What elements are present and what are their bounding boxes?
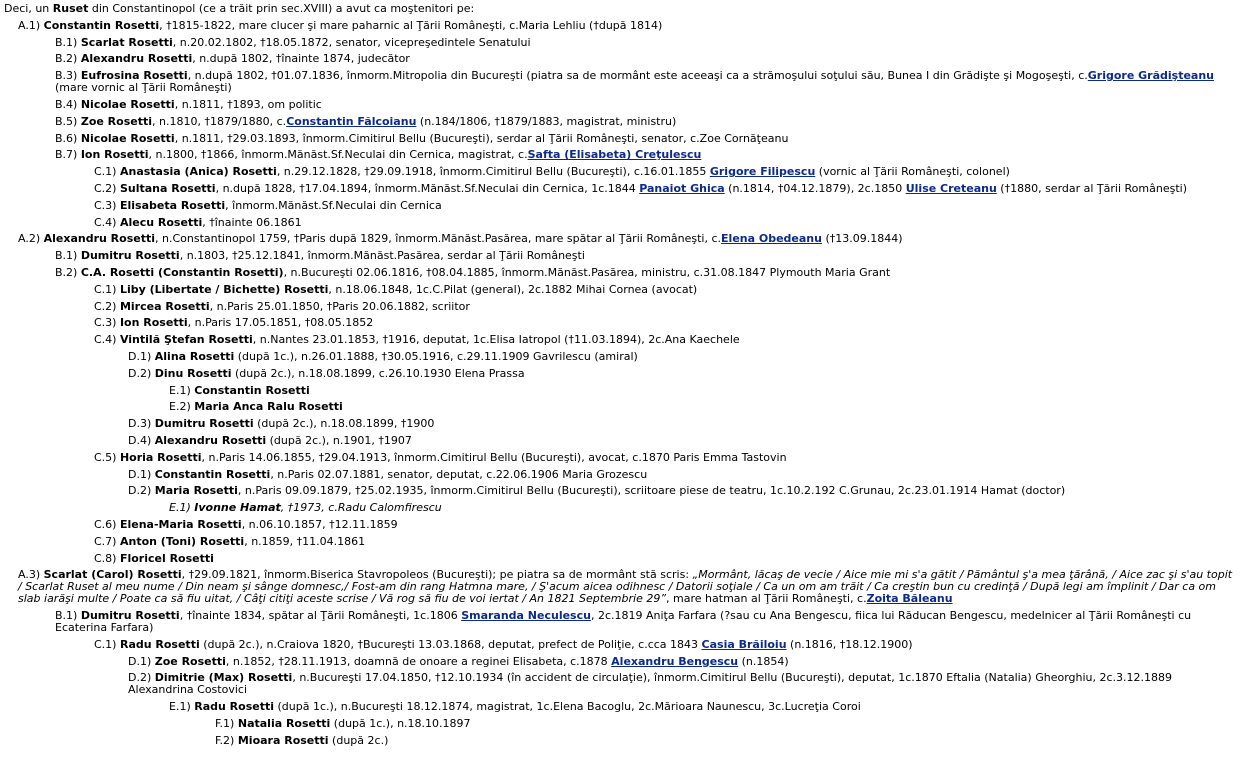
entry-code: A.2) — [18, 232, 41, 246]
person-entry — [4, 452, 1241, 464]
epitaph-quote: „Mormânt, lăcaş de vecie / Aice mie mi s'a gătit / Pământul ş'a mea ţărână, / Aice zac şi s'au topit / Scarlat Ruset al meu nume / Din neam şi sânge domnesc,/ Fost-am din rang Hatmna mare, / Ş'acum aicea odihnesc / Datorii soţiale / Ca un om am trăit / Ca creştin bun cu credinţă / După legi am împlinit / Dar ca om slab iarăşi multe / Poate ca să fiu uitat, / Câţi citiţi aceste scrise / Vă rog să fiu de voi iertat / An 1821 Septembrie 29” — [18, 568, 1233, 606]
entry-details: , n.1810, †1879/1880, c. — [152, 114, 287, 128]
entry-code: C.1) — [94, 165, 117, 179]
entry-code: C.3) — [94, 316, 117, 330]
person-entry — [4, 385, 1241, 397]
person-entry — [4, 656, 1241, 668]
entry-details: (după 1c.), n.Bucureşti 18.12.1874, magistrat, 1c.Elena Bacoglu, 2c.Mărioara Naunescu, 3c.Lucreţia Coroi — [274, 700, 861, 714]
person-name: Constantin Rosetti — [194, 383, 310, 397]
person-name: C.A. Rosetti (Constantin Rosetti) — [80, 265, 284, 279]
person-entry — [4, 639, 1241, 651]
entry-details-2: (n.1814, †04.12.1879), 2c.1850 — [724, 181, 906, 195]
entry-code: B.7) — [55, 148, 78, 162]
entry-code: B.2) — [55, 52, 78, 66]
intro-prefix: Deci, un — [4, 2, 53, 15]
entry-details: , †înainte 06.1861 — [202, 215, 302, 229]
person-name: Constantin Rosetti — [154, 467, 271, 481]
person-name: Dumitru Rosetti — [154, 417, 254, 431]
person-name: Floricel Rosetti — [119, 551, 214, 565]
entry-details: , n.1811, †1893, om politic — [174, 97, 322, 111]
entry-details: (după 2c.) — [328, 733, 389, 747]
entry-code: E.1) — [169, 501, 191, 515]
entry-code: E.1) — [169, 383, 191, 397]
spouse-link[interactable]: Zoita Băleanu — [866, 592, 953, 606]
intro-suffix: din Constantinopol (ce a trăit prin sec.XVIII) a avut ca moştenitori pe: — [88, 2, 475, 15]
entry-details: , n.18.06.1848, 1c.C.Pilat (general), 2c.1882 Mihai Cornea (avocat) — [328, 282, 698, 296]
entry-details: , n.după 1828, †17.04.1894, înmorm.Mănăst.Sf.Neculai din Cernica, 1c.1844 — [215, 181, 640, 195]
entry-code: F.1) — [215, 717, 235, 731]
entry-code: C.1) — [94, 637, 117, 651]
person-entry — [4, 569, 1241, 605]
entry-details: , n.Nantes 23.01.1853, †1916, deputat, 1c.Elisa Iatropol (†11.03.1894), 2c.Ana Kaechele — [252, 333, 740, 347]
person-name: Natalia Rosetti — [237, 717, 331, 731]
entry-details: , n.1800, †1866, înmorm.Mănăst.Sf.Neculai din Cernica, magistrat, c. — [148, 148, 528, 162]
entry-details: (după 2c.), n.18.08.1899, †1900 — [253, 417, 435, 431]
person-name: Radu Rosetti — [119, 637, 200, 651]
entry-code: B.2) — [55, 265, 78, 279]
person-name: Radu Rosetti — [194, 700, 274, 714]
entry-details-2: (n.1816, †18.12.1900) — [786, 637, 913, 651]
intro-line — [4, 3, 1241, 15]
spouse-link[interactable]: Constantin Fălcoianu — [286, 114, 417, 128]
entry-details: , n.Bucureşti 02.06.1816, †08.04.1885, înmorm.Mănăst.Pasărea, ministru, c.31.08.1847 Plymouth Maria Grant — [283, 265, 891, 279]
person-entry — [4, 116, 1241, 128]
entry-details: (după 1c.), n.26.01.1888, †30.05.1916, c.29.11.1909 Gavrilescu (amiral) — [234, 349, 638, 363]
entry-details: , n.după 1802, †înainte 1874, judecător — [192, 52, 410, 66]
entry-details: , n.după 1802, †01.07.1836, înmorm.Mitropolia din Bucureşti (piatra sa de mormânt este aceeaşi ca a strămoşului soţului său, Bunea I din Grădişte şi Mogoşeşti, c. — [187, 69, 1088, 83]
person-entry — [4, 20, 1241, 32]
entry-code: D.3) — [128, 417, 152, 431]
entry-code: A.1) — [18, 18, 41, 32]
person-entry — [4, 37, 1241, 49]
entry-code: C.2) — [94, 181, 117, 195]
person-entry — [4, 485, 1241, 497]
person-entry — [4, 301, 1241, 313]
person-entry — [4, 233, 1241, 245]
entry-details: , †1815-1822, mare clucer şi mare paharnic al Ţării Româneşti, c.Maria Lehliu (†după 1814) — [159, 18, 663, 32]
person-name: Vintilă Ştefan Rosetti — [119, 333, 253, 347]
person-name: Dinu Rosetti — [154, 366, 232, 380]
entry-code: E.1) — [169, 700, 191, 714]
entry-details-2: (n.1854) — [738, 654, 789, 668]
entry-details: , înmorm.Mănăst.Sf.Neculai din Cernica — [225, 198, 442, 212]
entry-details: , n.1811, †29.03.1893, înmorm.Cimitirul Bellu (Bucureşti), serdar al Ţării Româneşti, senator, c.Zoe Cornăţeanu — [174, 131, 789, 145]
person-entry — [4, 133, 1241, 145]
spouse-link-2[interactable]: Ulise Creteanu — [905, 181, 997, 195]
person-entry — [4, 718, 1241, 730]
entry-details: (după 1c.), n.18.10.1897 — [330, 717, 471, 731]
person-entry — [4, 250, 1241, 262]
entry-details: , n.Paris 25.01.1850, †Paris 20.06.1882, scriitor — [209, 299, 470, 313]
entry-details: , n.1803, †25.12.1841, înmorm.Mănăst.Pasărea, serdar al Ţării Româneşti — [179, 249, 585, 263]
entry-details: , †înainte 1834, spătar al Ţării Româneşti, 1c.1806 — [179, 609, 462, 623]
person-name: Dimitrie (Max) Rosetti — [154, 671, 293, 685]
spouse-link[interactable]: Casia Brăiloiu — [701, 637, 787, 651]
entry-details: (după 2c.), n.1901, †1907 — [266, 433, 412, 447]
person-entry — [4, 610, 1241, 634]
person-name: Sultana Rosetti — [119, 181, 216, 195]
person-entry — [4, 70, 1241, 94]
person-name: Elisabeta Rosetti — [119, 198, 226, 212]
person-name: Ivonne Hamat — [194, 501, 281, 515]
person-name: Mioara Rosetti — [237, 733, 329, 747]
entry-details: (după 2c.), n.18.08.1899, c.26.10.1930 Elena Prassa — [231, 366, 525, 380]
entry-details: , n.Paris 14.06.1855, †29.04.1913, înmorm.Cimitirul Bellu (Bucureşti), avocat, c.1870 Paris Emma Tastovin — [201, 450, 787, 464]
entry-code: E.2) — [169, 400, 191, 414]
entry-details-2: (vornic al Ţării Româneşti, colonel) — [815, 165, 1010, 179]
person-entry — [4, 166, 1241, 178]
entry-code: C.8) — [94, 551, 117, 565]
spouse-link[interactable]: Elena Obedeanu — [721, 232, 822, 246]
entry-code: B.3) — [55, 69, 78, 83]
person-name: Nicolae Rosetti — [80, 97, 175, 111]
person-entry — [4, 553, 1241, 565]
entry-code: C.3) — [94, 198, 117, 212]
entry-code: D.4) — [128, 433, 152, 447]
person-name: Liby (Libertate / Bichette) Rosetti — [119, 282, 329, 296]
person-name: Alexandru Rosetti — [43, 232, 155, 246]
descendant-list — [4, 20, 1241, 747]
entry-details: , n.Paris 17.05.1851, †08.05.1852 — [187, 316, 374, 330]
entry-code: D.1) — [128, 467, 152, 481]
entry-details: , n.29.12.1828, †29.09.1918, înmorm.Cimitirul Bellu (Bucureşti), c.16.01.1855 — [276, 165, 710, 179]
person-name: Ion Rosetti — [119, 316, 188, 330]
entry-details: , n.1852, †28.11.1913, doamnă de onoare a reginei Elisabeta, c.1878 — [225, 654, 612, 668]
entry-code: D.1) — [128, 654, 152, 668]
person-entry — [4, 284, 1241, 296]
person-entry — [4, 435, 1241, 447]
person-entry — [4, 183, 1241, 195]
person-entry — [4, 267, 1241, 279]
entry-code: C.4) — [94, 215, 117, 229]
person-entry — [4, 701, 1241, 713]
person-entry — [4, 469, 1241, 481]
person-entry — [4, 536, 1241, 548]
entry-details: , n.Paris 02.07.1881, senator, deputat, c.22.06.1906 Maria Grozescu — [270, 467, 648, 481]
entry-details: , n.20.02.1802, †18.05.1872, senator, vicepreşedintele Senatului — [172, 35, 531, 49]
person-name: Anton (Toni) Rosetti — [119, 534, 245, 548]
person-entry — [4, 334, 1241, 346]
person-name: Mircea Rosetti — [119, 299, 210, 313]
person-entry — [4, 351, 1241, 363]
person-name: Horia Rosetti — [119, 450, 202, 464]
person-name: Maria Anca Ralu Rosetti — [194, 400, 343, 414]
person-name: Dumitru Rosetti — [80, 609, 180, 623]
entry-code: A.3) — [18, 568, 41, 582]
person-entry — [4, 519, 1241, 531]
person-name: Ion Rosetti — [80, 148, 149, 162]
person-name: Zoe Rosetti — [154, 654, 226, 668]
entry-code: B.4) — [55, 97, 78, 111]
entry-code: C.6) — [94, 517, 117, 531]
entry-code: D.2) — [128, 366, 152, 380]
intro-family-name: Ruset — [52, 2, 89, 15]
person-entry — [4, 217, 1241, 229]
spouse-link[interactable]: Smaranda Neculescu — [461, 609, 591, 623]
entry-code: B.6) — [55, 131, 78, 145]
entry-code: D.1) — [128, 349, 152, 363]
person-entry — [4, 418, 1241, 430]
person-entry — [4, 200, 1241, 212]
entry-details-3: (†1880, serdar al Ţării Româneşti) — [996, 181, 1187, 195]
entry-code: F.2) — [215, 733, 235, 747]
person-entry — [4, 149, 1241, 161]
person-name: Alecu Rosetti — [119, 215, 203, 229]
person-entry — [4, 502, 1241, 514]
entry-details: (după 2c.), n.Craiova 1820, †Bucureşti 13.03.1868, deputat, prefect de Poliţie, c.cca 1843 — [199, 637, 702, 651]
spouse-link[interactable]: Grigore Grădişteanu — [1087, 69, 1215, 83]
spouse-link[interactable]: Alexandru Bengescu — [611, 654, 739, 668]
entry-details-2: (mare vornic al Ţării Româneşti) — [55, 81, 232, 95]
person-entry — [4, 317, 1241, 329]
person-name: Alina Rosetti — [154, 349, 235, 363]
person-name: Scarlat Rosetti — [80, 35, 173, 49]
person-name: Anastasia (Anica) Rosetti — [119, 165, 277, 179]
person-name: Constantin Rosetti — [43, 18, 160, 32]
person-entry — [4, 99, 1241, 111]
entry-code: C.2) — [94, 299, 117, 313]
entry-details: , †29.09.1821, înmorm.Biserica Stavropoleos (Bucureşti); pe piatra sa de mormânt stă scris: — [181, 568, 693, 582]
person-entry — [4, 735, 1241, 747]
person-entry — [4, 368, 1241, 380]
person-name: Eufrosina Rosetti — [80, 69, 188, 83]
entry-code: C.4) — [94, 333, 117, 347]
entry-code: C.1) — [94, 282, 117, 296]
entry-details-2: (n.184/1806, †1879/1883, magistrat, ministru) — [416, 114, 677, 128]
person-name: Scarlat (Carol) Rosetti — [43, 568, 182, 582]
entry-code: B.1) — [55, 609, 78, 623]
person-name: Dumitru Rosetti — [80, 249, 180, 263]
entry-code: D.2) — [128, 484, 152, 498]
entry-code: C.7) — [94, 534, 117, 548]
entry-details: , n.06.10.1857, †12.11.1859 — [241, 517, 398, 531]
entry-code: B.1) — [55, 35, 78, 49]
spouse-link[interactable]: Safta (Elisabeta) Creţulescu — [527, 148, 702, 162]
person-name: Nicolae Rosetti — [80, 131, 175, 145]
entry-details: , n.Constantinopol 1759, †Paris după 1829, înmorm.Mănăst.Pasărea, mare spătar al Ţării Româneşti, c. — [155, 232, 722, 246]
entry-code: D.2) — [128, 671, 152, 685]
entry-details: , †1973, c.Radu Calomfirescu — [280, 501, 442, 515]
person-name: Alexandru Rosetti — [80, 52, 193, 66]
person-entry — [4, 53, 1241, 65]
person-name: Alexandru Rosetti — [154, 433, 267, 447]
person-entry — [4, 401, 1241, 413]
entry-details-2: , mare hatman al Ţării Româneşti, c. — [666, 592, 867, 606]
entry-details: , n.Bucureşti 17.04.1850, †12.10.1934 (în accident de circulaţie), înmorm.Cimitirul Bellu (Bucureşti), deputat, 1c.1870 Eftalia (Natalia) Gheorghiu, 2c.3.12.1889 Alexandrina Costovici — [128, 671, 1173, 697]
entry-code: B.5) — [55, 114, 78, 128]
entry-code: B.1) — [55, 249, 78, 263]
person-name: Maria Rosetti — [154, 484, 238, 498]
entry-code: C.5) — [94, 450, 117, 464]
entry-details-2: (†13.09.1844) — [821, 232, 903, 246]
person-entry — [4, 672, 1241, 696]
person-name: Zoe Rosetti — [80, 114, 152, 128]
person-name: Elena-Maria Rosetti — [119, 517, 242, 531]
entry-details: , n.Paris 09.09.1879, †25.02.1935, înmorm.Cimitirul Bellu (Bucureşti), scriitoare piese de teatru, 1c.10.2.192 C.Grunau, 2c.23.01.1914 Hamat (doctor) — [237, 484, 1066, 498]
spouse-link[interactable]: Grigore Filipescu — [709, 165, 816, 179]
entry-details: , n.1859, †11.04.1861 — [244, 534, 366, 548]
entry-details-2: , 2c.1819 Aniţa Farfara (?sau cu Ana Bengescu, fiica lui Răducan Bengescu, medelnicer al Ţării Româneşti cu Ecaterina Farfara) — [55, 609, 1192, 635]
spouse-link[interactable]: Panaiot Ghica — [639, 181, 725, 195]
